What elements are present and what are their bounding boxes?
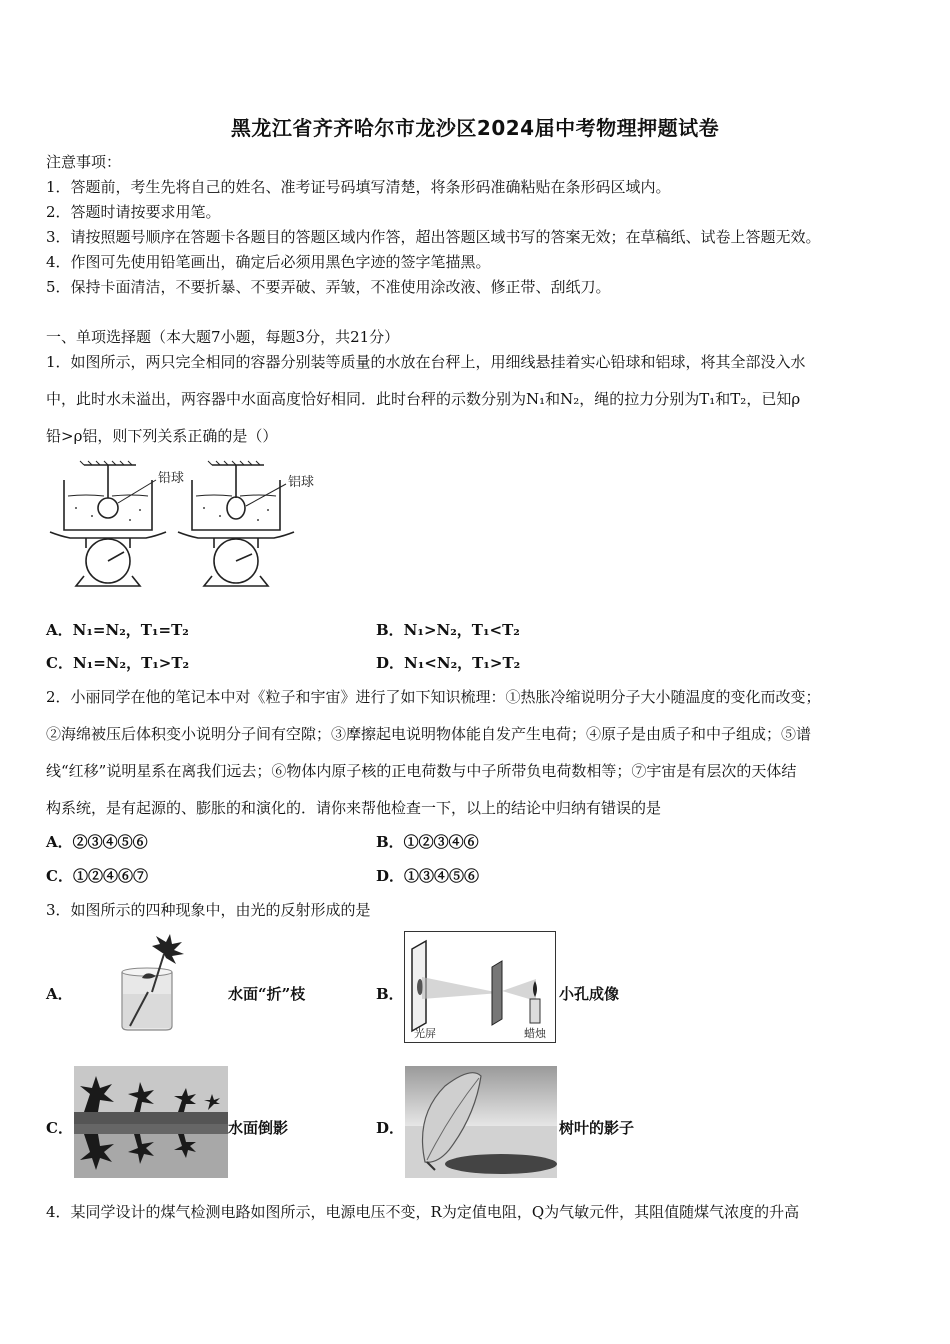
q3-option-d-letter: D． <box>376 1119 405 1137</box>
q2-option-b: B．①②③④⑥ <box>376 833 479 851</box>
q3-option-d-image <box>405 1066 557 1178</box>
q2-option-a: A．②③④⑤⑥ <box>46 833 148 851</box>
q1-option-d: D．N₁<N₂，T₁>T₂ <box>376 654 521 672</box>
q3-option-c-letter: C． <box>46 1119 73 1137</box>
q2-option-d: D．①③④⑤⑥ <box>376 867 480 885</box>
q1-fig-label-left: 铅球 <box>158 471 185 486</box>
notice-item-5: 5．保持卡面清洁，不要折暴、不要弄破、弄皱，不准使用涂改液、修正带、刮纸刀。 <box>46 278 611 296</box>
notice-item-2: 2．答题时请按要求用笔。 <box>46 203 221 221</box>
q1-figure <box>46 458 346 590</box>
q3-option-a-image <box>108 934 190 1034</box>
q1-line-2: 中，此时水未溢出，两容器中水面高度恰好相同．此时台秤的示数分别为N₁和N₂，绳的拉力分别为T₁和T₂，已知ρ <box>46 390 801 408</box>
q1-option-c: C．N₁=N₂，T₁>T₂ <box>46 654 190 672</box>
q3-option-a-caption: 水面“折”枝 <box>228 985 306 1003</box>
q2-line-4: 构系统，是有起源的、膨胀的和演化的．请你来帮他检查一下，以上的结论中归纳有错误的是 <box>46 799 662 817</box>
q4-line-1: 4．某同学设计的煤气检测电路如图所示，电源电压不变，R为定值电阻，Q为气敏元件，其阻值随煤气浓度的升高 <box>46 1203 800 1221</box>
section-heading: 一、单项选择题（本大题7小题，每题3分，共21分） <box>46 328 400 346</box>
q3-option-d-caption: 树叶的影子 <box>559 1119 635 1137</box>
q2-line-3: 线“红移”说明星系在离我们远去；⑥物体内原子核的正电荷数与中子所带负电荷数相等；⑦宇宙是有层次的天体结 <box>46 762 797 780</box>
notice-heading: 注意事项： <box>46 153 122 171</box>
q3-option-a-letter: A． <box>46 985 73 1003</box>
q3-option-b-image <box>404 931 556 1043</box>
q1-option-b: B．N₁>N₂，T₁<T₂ <box>376 621 520 639</box>
q3-option-b-fig-label-left: 光屏 <box>414 1027 436 1040</box>
notice-item-3: 3．请按照题号顺序在答题卡各题目的答题区域内作答，超出答题区域书写的答案无效；在草稿纸、试卷上答题无效。 <box>46 228 821 246</box>
notice-item-1: 1．答题前，考生先将自己的姓名、准考证号码填写清楚，将条形码准确粘贴在条形码区域内。 <box>46 178 671 196</box>
q2-line-2: ②海绵被压后体积变小说明分子间有空隙；③摩擦起电说明物体能自发产生电荷；④原子是由质子和中子组成；⑤谱 <box>46 725 812 743</box>
q1-line-1: 1．如图所示，两只完全相同的容器分别装等质量的水放在台秤上，用细线悬挂着实心铅球和铝球，将其全部没入水 <box>46 353 806 371</box>
q2-option-c: C．①②④⑥⑦ <box>46 867 148 885</box>
q1-option-a: A．N₁=N₂，T₁=T₂ <box>46 621 189 639</box>
page-title: 黑龙江省齐齐哈尔市龙沙区2024届中考物理押题试卷 <box>230 116 720 140</box>
q1-line-3: 铅>ρ铝，则下列关系正确的是（） <box>46 427 278 445</box>
q3-stem: 3．如图所示的四种现象中，由光的反射形成的是 <box>46 901 371 919</box>
q3-option-c-image <box>74 1066 228 1178</box>
notice-item-4: 4．作图可先使用铅笔画出，确定后必须用黑色字迹的签字笔描黑。 <box>46 253 491 271</box>
q3-option-c-caption: 水面倒影 <box>228 1119 289 1137</box>
q3-option-b-letter: B． <box>376 985 404 1003</box>
q2-line-1: 2．小丽同学在他的笔记本中对《粒子和宇宙》进行了如下知识梳理：①热胀冷缩说明分子大小随温度的变化而改变； <box>46 688 821 706</box>
q1-fig-label-right: 铝球 <box>288 475 315 490</box>
q3-option-b-caption: 小孔成像 <box>559 985 620 1003</box>
q3-option-b-fig-label-right: 蜡烛 <box>524 1027 546 1040</box>
